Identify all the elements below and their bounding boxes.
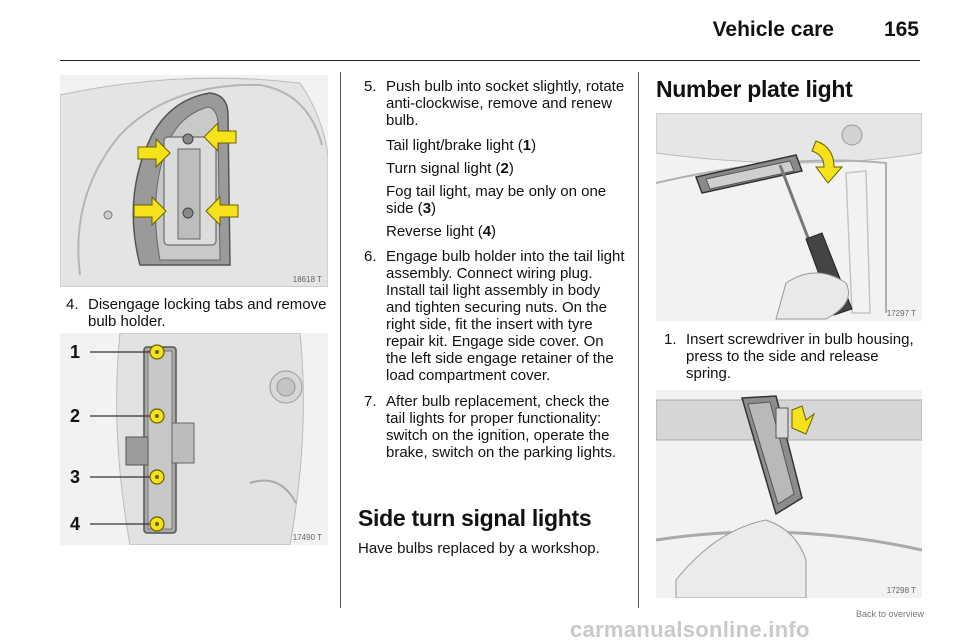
step-text: Push bulb into socket slightly, rotate anti-clockwise, remove and renew bulb. (386, 78, 625, 129)
bulb-item-4: Reverse light (4) (386, 223, 497, 240)
step-number: 1. (664, 331, 677, 348)
section-heading-number-plate-light: Number plate light (656, 76, 853, 102)
section-heading-side-turn-signal: Side turn signal lights (358, 505, 592, 531)
step-number: 6. (364, 248, 377, 265)
step-6 (364, 248, 626, 384)
step-text: After bulb replacement, check the tail lights for proper functionality: switch on the ignition, operate the brake, switch on the parking lights. (386, 393, 617, 461)
figure-code: 17490 T (292, 533, 322, 542)
step-text: Disengage locking tabs and remove bulb holder. (88, 296, 327, 330)
page-number: 165 (883, 18, 919, 41)
bulb-number: 1 (522, 137, 532, 154)
bulb-item-1: Tail light/brake light (1) (386, 137, 537, 154)
screwdriver-insert-illustration (656, 113, 922, 321)
figure-code: 18618 T (292, 275, 322, 284)
bulb-number: 4 (482, 223, 492, 240)
step-7 (364, 393, 626, 461)
bulb-number: 3 (422, 200, 432, 217)
bulb-removal-drawing (656, 390, 922, 598)
figure-code: 17298 T (886, 586, 916, 595)
bulb-item-2: Turn signal light (2) (386, 160, 514, 177)
bulb-holder-drawing (60, 333, 328, 545)
column-divider-1 (340, 72, 341, 608)
bulb-removal-illustration (656, 390, 922, 598)
step-5 (364, 78, 626, 129)
step-text: Engage bulb holder into the tail light assembly. Connect wiring plug. Install tail light assembly in body and tighten securing nuts. On the right side, fit the insert with tyre repair kit. Engage side cover. On the left side engage retainer of the load compartment cover. (386, 248, 625, 384)
step-number: 4. (66, 296, 79, 313)
step-text: Insert screwdriver in bulb housing, press to the side and release spring. (686, 331, 914, 382)
callout-3: 3 (70, 467, 81, 487)
callout-1: 1 (70, 342, 81, 362)
back-to-overview-link[interactable]: Back to overview (855, 609, 924, 619)
column-divider-2 (638, 72, 639, 608)
running-header-title: Vehicle care (712, 18, 834, 41)
bulb-item-3: Fog tail light, may be only on one side (3) (386, 183, 607, 217)
step-number: 5. (364, 78, 377, 95)
header-rule (60, 60, 920, 61)
section-body: Have bulbs replaced by a workshop. (358, 540, 600, 557)
site-watermark: carmanualsonline.info (570, 617, 810, 642)
tail-light-drawing (60, 75, 328, 287)
step-number: 7. (364, 393, 377, 410)
figure-code: 17297 T (886, 309, 916, 318)
bulb-holder-illustration (60, 333, 328, 545)
tail-light-illustration (60, 75, 328, 287)
step-1 (664, 331, 926, 382)
screwdriver-insert-drawing (656, 113, 922, 321)
callout-4: 4 (70, 514, 81, 534)
bulb-number: 2 (500, 160, 509, 177)
step-4 (66, 296, 328, 330)
callout-2: 2 (70, 406, 81, 426)
